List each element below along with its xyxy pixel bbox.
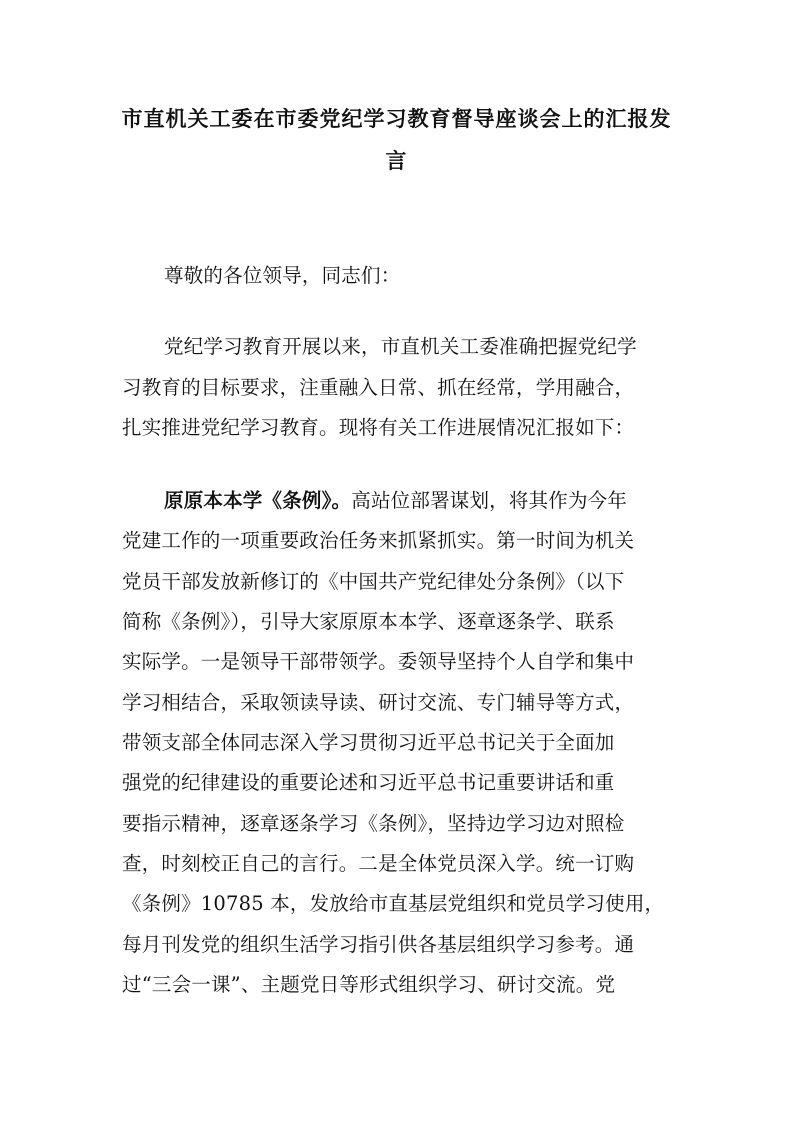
section-1-first-line [164,485,627,513]
document-title-line-2: 言 [385,148,408,173]
body-line: 要指示精神，逐章逐条学习《条例》，坚持边学习边对照检 [122,812,625,835]
body-line: 《条例》10785 本，发放给市直基层党组织和党员学习使用， [122,892,665,915]
body-line: 党员干部发放新修订的《中国共产党纪律处分条例》（以下 [122,570,625,593]
body-line: 带领支部全体同志深入学习贯彻习近平总书记关于全面加 [122,731,615,754]
greeting: 尊敬的各位领导，同志们： [164,264,401,287]
intro-line: 扎实推进党纪学习教育。现将有关工作进展情况汇报如下： [122,416,635,439]
body-line: 学习相结合，采取领读导读、研讨交流、专门辅导等方式， [122,691,635,714]
section-1-text: 高站位部署谋划，将其作为今年 [351,489,628,512]
body-line: 强党的纪律建设的重要论述和习近平总书记重要讲话和重 [122,771,615,794]
body-line: 简称《条例》），引导大家原原本本学、逐章逐条学、联系 [122,610,615,633]
intro-line: 习教育的目标要求，注重融入日常、抓在经常，学用融合， [122,376,635,399]
body-line: 党建工作的一项重要政治任务来抓紧抓实。第一时间为机关 [122,529,635,552]
section-1-heading: 原原本本学《条例》。 [164,489,352,512]
body-line: 过“三会一课”、主题党日等形式组织学习、研讨交流。党 [122,973,616,996]
document-title-line-1: 市直机关工委在市委党纪学习教育督导座谈会上的汇报发 [121,106,672,131]
body-line: 实际学。一是领导干部带领学。委领导坚持个人自学和集中 [122,650,635,673]
body-line: 查，时刻校正自己的言行。二是全体党员深入学。统一订购 [122,852,635,875]
intro-line: 党纪学习教育开展以来，市直机关工委准确把握党纪学 [164,335,637,358]
body-line: 每月刊发党的组织生活学习指引供各基层组织学习参考。通 [122,933,635,956]
